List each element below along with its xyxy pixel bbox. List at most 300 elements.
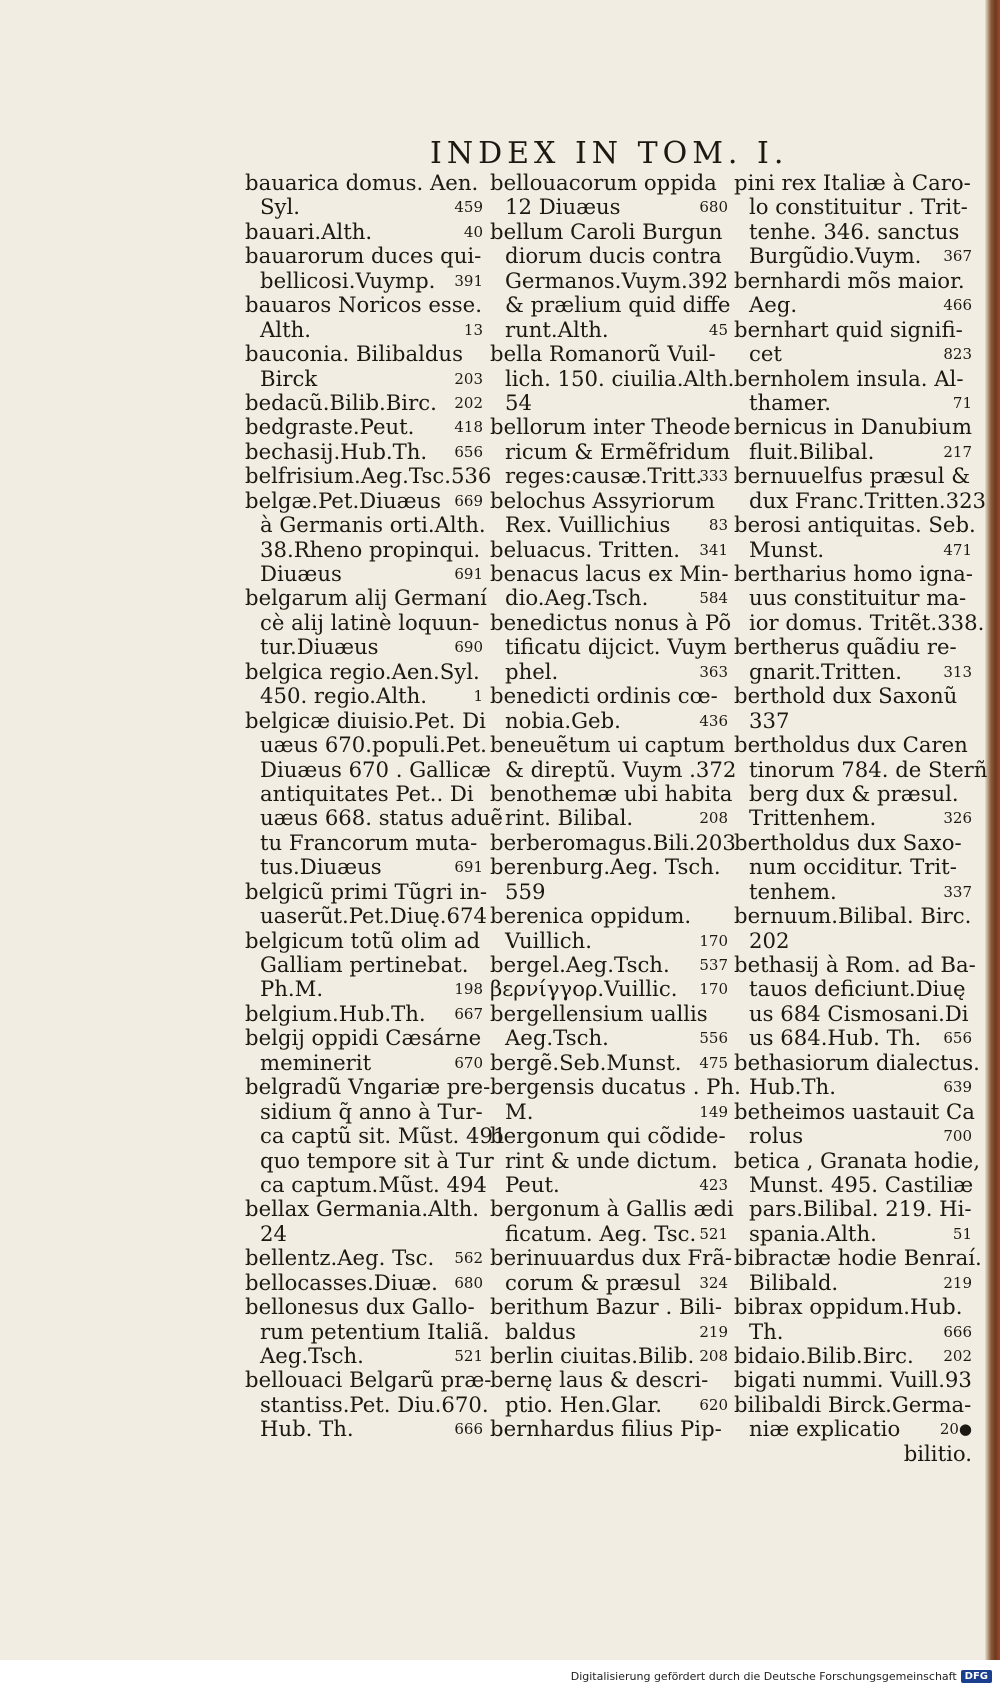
digitization-footer (571, 1667, 992, 1685)
entry-text: bibrax oppidum.Hub. (734, 1294, 963, 1320)
index-entry-line (245, 878, 488, 904)
index-entry-line (245, 805, 503, 831)
entry-text: belgæ.Pet.Diuæus (245, 487, 442, 513)
entry-text: 337 (749, 707, 790, 733)
index-entry-line (245, 489, 483, 513)
index-entry-line (490, 1271, 728, 1295)
entry-text: berithum Bazur . Bili- (490, 1294, 723, 1320)
index-entry-line (734, 831, 972, 855)
index-entry-line (245, 1074, 491, 1100)
page-number: 700 (943, 1127, 972, 1146)
entry-text: dux Franc.Tritten.323 (749, 487, 987, 513)
page-number: 666 (454, 1420, 483, 1439)
entry-text: bellax Germania.Alth. (245, 1196, 480, 1222)
dfg-logo: DFG (961, 1670, 992, 1683)
index-entry-line (734, 1417, 972, 1441)
entry-text: Th. (749, 1318, 784, 1344)
entry-text: berberomagus.Bili.203 (490, 829, 736, 855)
index-entry-line (734, 733, 972, 757)
index-entry-line (245, 1051, 483, 1075)
page-number: 537 (699, 956, 728, 974)
index-entry-line (245, 1147, 494, 1173)
page-number: 667 (454, 1004, 483, 1023)
page-number: 1 (473, 687, 483, 706)
page-number: 208 (699, 1347, 728, 1365)
entry-text: benothemæ ubi habita (490, 780, 733, 806)
page-number: 656 (454, 442, 483, 461)
entry-text: bernhardus filius Pip- (490, 1416, 722, 1442)
entry-text: Aeg.Tsch. (260, 1343, 364, 1368)
entry-text: bernuuelfus præsul & (734, 463, 971, 489)
index-entry-line (245, 1271, 483, 1295)
page-number: 423 (699, 1175, 728, 1194)
entry-text: 559 (505, 878, 546, 904)
entry-text: belgradũ Vngariæ pre- (245, 1074, 491, 1100)
index-entry-line (734, 1124, 972, 1148)
index-entry-line (245, 538, 483, 562)
page-number: 203 (454, 369, 483, 388)
page-number: 656 (943, 1029, 972, 1048)
index-entry-line (245, 293, 483, 317)
entry-text: num occiditur. Trit- (749, 854, 957, 880)
entry-text: bedacũ.Bilib.Birc. (245, 389, 437, 415)
entry-text: bernę laus & descri- (490, 1367, 709, 1393)
entry-text: bellum Caroli Burgun (490, 218, 723, 244)
entry-text: bergẽ.Seb.Munst. (490, 1049, 682, 1075)
index-entry-line (245, 562, 483, 586)
page-number: 337 (943, 882, 972, 901)
page-number: 13 (463, 320, 483, 339)
entry-text: bibractæ hodie Benraí. (734, 1245, 982, 1271)
entry-text: bellouacorum oppida (490, 170, 717, 195)
index-entry-line (245, 903, 487, 929)
index-entry-line (490, 1393, 728, 1417)
entry-text: diorum ducis contra (505, 243, 722, 269)
entry-text: bella Romanorũ Vuil- (490, 341, 716, 367)
index-column-3 (734, 170, 988, 1466)
entry-text: Munst. 495. Castiliæ (749, 1171, 974, 1197)
index-entry-line (734, 1295, 972, 1319)
index-entry-line (245, 855, 483, 879)
entry-text: bellicosi.Vuymp. (260, 267, 436, 293)
index-entry-line (490, 829, 736, 855)
entry-text: Munst. (749, 536, 825, 562)
entry-text: bellonesus dux Gallo- (245, 1294, 475, 1320)
entry-text: cet (749, 341, 782, 367)
index-entry-line (734, 1197, 972, 1221)
index-entry-line (490, 244, 728, 268)
page-number: 436 (699, 711, 728, 730)
index-entry-line (734, 586, 972, 610)
index-entry-line (245, 585, 487, 611)
index-entry-line (734, 318, 972, 342)
index-column-2 (490, 170, 741, 1442)
index-entry-line (245, 782, 483, 806)
page-number: 20● (939, 1420, 972, 1439)
entry-text: Germanos.Vuym.392 (505, 267, 729, 293)
index-entry-line (734, 1173, 972, 1197)
index-entry-line (490, 489, 728, 513)
index-entry-line (490, 1245, 733, 1271)
entry-text: Diuæus (260, 561, 342, 586)
entry-text: rum petentium Italiã. (260, 1318, 490, 1344)
entry-text: belgicũ primi Tũgri in- (245, 878, 488, 904)
index-entry-line (490, 1051, 728, 1075)
page-number: 333 (699, 467, 728, 486)
entry-text: 54 (505, 389, 532, 415)
index-entry-line (734, 269, 972, 293)
index-entry-line (490, 464, 728, 488)
page-number: 521 (699, 1224, 728, 1243)
index-entry-line (490, 1295, 728, 1319)
page-number: 202 (454, 393, 483, 412)
entry-text: ricum & Ermẽfridum (505, 438, 731, 464)
entry-text: tificatu dijcict. Vuym (505, 634, 727, 660)
entry-text: bernicus in Danubium (734, 414, 972, 440)
index-entry-line (734, 220, 972, 244)
index-entry-line (734, 609, 985, 635)
index-entry-line (734, 1002, 972, 1026)
entry-text: antiquitates Pet.. Di (260, 780, 474, 806)
footer-text: Digitalisierung gefördert durch die Deutsche Forschungsgemeinschaft (570, 1669, 957, 1683)
entry-text: bertholdus dux Caren (734, 732, 968, 758)
entry-text: Ph.M. (260, 976, 324, 1002)
index-entry-line (245, 342, 483, 366)
entry-text: Peut. (505, 1171, 560, 1197)
index-entry-line (245, 756, 491, 782)
entry-text: belgij oppidi Cæsárne (245, 1025, 482, 1051)
index-entry-line (245, 195, 483, 219)
entry-text: phel. (505, 658, 559, 684)
entry-text: benacus lacus ex Min- (490, 561, 729, 586)
index-entry-line (245, 1246, 483, 1270)
index-entry-line (734, 1245, 982, 1271)
entry-text: belgicæ diuisio.Pet. Di (245, 707, 486, 733)
entry-text: bertholdus dux Saxo- (734, 829, 962, 855)
entry-text: tinorum 784. de Sterñ (749, 756, 988, 782)
entry-text: bauarorum duces qui- (245, 243, 482, 269)
entry-text: 202 (749, 927, 790, 953)
index-entry-line (734, 709, 972, 733)
entry-text: spania.Alth. (749, 1220, 877, 1246)
index-entry-line (734, 904, 972, 928)
entry-text: Diuæus 670 . Gallicæ (260, 756, 491, 782)
index-entry-line (490, 1344, 728, 1368)
entry-text: gnarit.Tritten. (749, 658, 902, 684)
page-number: 669 (454, 491, 483, 510)
index-entry-line (734, 1442, 972, 1466)
entry-text: berlin ciuitas.Bilib. (490, 1343, 695, 1368)
index-entry-line (490, 684, 728, 708)
entry-text: bergellensium uallis (490, 1000, 708, 1026)
entry-text: belfrisium.Aeg.Tsc.536 (245, 463, 492, 489)
entry-text: rolus (749, 1123, 804, 1149)
index-entry-line (245, 660, 483, 684)
index-entry-line (245, 244, 483, 268)
page-number: 680 (699, 198, 728, 217)
index-entry-line (734, 1049, 980, 1075)
page-number: 691 (454, 565, 483, 583)
entry-text: bergonum à Gallis ædi (490, 1196, 734, 1222)
entry-text: Rex. Vuillichius (505, 512, 671, 538)
index-entry-line (490, 365, 735, 391)
entry-text: tenhem. (749, 878, 837, 904)
index-entry-line (490, 1222, 728, 1246)
entry-text: bidaio.Bilib.Birc. (734, 1343, 914, 1368)
page-number: 83 (708, 516, 728, 535)
entry-text: bellorum inter Theode (490, 414, 731, 440)
page-number: 466 (943, 296, 972, 315)
index-entry-line (245, 367, 483, 391)
index-entry-line (490, 756, 737, 782)
page-number: 391 (454, 271, 483, 290)
index-entry-line (734, 806, 972, 830)
index-entry-line (734, 1147, 980, 1173)
index-entry-line (490, 1320, 728, 1344)
index-entry-line (490, 635, 728, 659)
entry-text: belochus Assyriorum (490, 487, 715, 513)
index-entry-line (734, 880, 972, 904)
index-entry-line (490, 1074, 741, 1100)
page-number: 691 (454, 858, 483, 877)
entry-text: tenhe. 346. sanctus (749, 218, 960, 244)
index-entry-line (490, 660, 728, 684)
entry-text: bigati nummi. Vuill.93 (734, 1367, 972, 1393)
entry-text: pars.Bilibal. 219. Hi- (749, 1196, 972, 1222)
entry-text: corum & præsul (505, 1269, 681, 1295)
index-entry-line (490, 1173, 728, 1197)
index-entry-line (245, 929, 483, 953)
page-number: 170 (699, 931, 728, 950)
page-number: 326 (943, 809, 972, 828)
entry-text: bernhart quid signifi- (734, 316, 963, 342)
index-entry-line (734, 1368, 972, 1392)
index-column-1 (245, 170, 507, 1442)
index-entry-line (245, 1100, 483, 1124)
entry-text: betica , Granata hodie, (734, 1147, 980, 1173)
entry-text: bauconia. Bilibaldus (245, 341, 463, 367)
entry-text: bertherus quãdiu re- (734, 634, 957, 660)
entry-text: 24 (260, 1220, 287, 1246)
index-entry-line (245, 391, 483, 415)
index-entry-line (245, 953, 483, 977)
index-entry-line (734, 440, 972, 464)
index-entry-line (734, 512, 976, 538)
page-number: 40 (463, 222, 483, 241)
entry-text: 12 Diuæus (505, 194, 621, 220)
index-entry-line (490, 855, 728, 879)
book-edge (985, 0, 1000, 1660)
entry-text: bernholem insula. Al- (734, 365, 964, 391)
entry-text: lich. 150. ciuilia.Alth. (505, 365, 735, 391)
index-entry-line (734, 1222, 972, 1246)
entry-text: benedictus nonus à Põ (490, 609, 732, 635)
index-entry-line (490, 292, 731, 318)
page-number: 71 (952, 393, 972, 412)
index-entry-line (734, 1320, 972, 1344)
entry-text: rint. Bilibal. (505, 805, 634, 831)
index-entry-line (245, 635, 483, 659)
entry-text: belgium.Hub.Th. (245, 1000, 426, 1026)
entry-text: stantiss.Pet. Diu.670. (260, 1391, 489, 1417)
page-number: 475 (699, 1053, 728, 1072)
index-entry-line (734, 391, 972, 415)
page-number: 418 (454, 418, 483, 437)
page-number: 217 (943, 442, 972, 461)
page-number: 363 (699, 662, 728, 681)
entry-text: uæus 668. status aduẽ (260, 805, 503, 831)
page-number: 521 (454, 1347, 483, 1365)
index-entry-line (490, 880, 728, 904)
index-entry-line (490, 1124, 728, 1148)
entry-text: bellouaci Belgarũ præ- (245, 1367, 492, 1393)
entry-text: belgica regio.Aen.Syl. (245, 658, 480, 684)
index-entry-line (245, 977, 483, 1001)
entry-text: & direptũ. Vuym .372 (505, 756, 737, 782)
index-entry-line (490, 171, 728, 195)
page-number: 198 (454, 980, 483, 999)
entry-text: belgarum alij Germaní (245, 585, 487, 611)
entry-text: quo tempore sit à Tur (260, 1147, 494, 1173)
entry-text: us 684 Cismosani.Di (749, 1000, 969, 1026)
index-entry-line (734, 855, 972, 879)
index-entry-line (734, 171, 972, 195)
index-entry-line (490, 977, 728, 1001)
index-entry-line (490, 391, 728, 415)
index-entry-line (490, 1368, 728, 1392)
entry-text: tur.Diuæus (260, 634, 379, 660)
page-number: 208 (699, 809, 728, 828)
entry-text: Trittenhem. (749, 805, 877, 831)
running-header: INDEX IN TOM. I. (430, 136, 789, 171)
index-entry-line (490, 1149, 728, 1173)
index-entry-line (490, 538, 728, 562)
index-entry-line (245, 732, 487, 758)
page-number: 620 (699, 1395, 728, 1414)
index-entry-line (734, 244, 972, 268)
entry-text: Syl. (260, 194, 300, 220)
index-entry-line (490, 1026, 728, 1050)
entry-text: bergonum qui cõdide- (490, 1123, 726, 1149)
entry-text: fluit.Bilibal. (749, 438, 875, 464)
entry-text: berenica oppidum. (490, 903, 692, 929)
entry-text: lo constituitur . Trit- (749, 194, 968, 220)
index-entry-line (490, 586, 728, 610)
index-entry-line (734, 195, 972, 219)
entry-text: rint & unde dictum. (505, 1147, 718, 1173)
index-entry-line (490, 269, 728, 293)
entry-text: berosi antiquitas. Seb. (734, 512, 976, 538)
entry-text: M. (505, 1098, 534, 1124)
index-entry-line (490, 733, 728, 757)
index-entry-line (734, 562, 972, 586)
index-entry-line (245, 1391, 489, 1417)
page-number: 313 (943, 662, 972, 681)
index-entry-line (734, 415, 972, 439)
index-entry-line (245, 684, 483, 708)
page-number: 51 (952, 1224, 972, 1243)
index-entry-line (245, 1026, 483, 1050)
page-number: 459 (454, 198, 483, 217)
index-entry-line (734, 342, 972, 366)
index-entry-line (490, 414, 731, 440)
index-entry-line (490, 780, 733, 806)
page-number: 680 (454, 1273, 483, 1292)
index-entry-line (245, 1295, 483, 1319)
index-entry-line (490, 1417, 728, 1441)
entry-text: 38.Rheno propinqui. (260, 536, 481, 562)
index-entry-line (245, 220, 483, 244)
index-entry-line (734, 1026, 972, 1050)
entry-text: beluacus. Tritten. (490, 536, 680, 562)
index-entry-line (245, 269, 483, 293)
entry-text: bellocasses.Diuæ. (245, 1269, 438, 1295)
entry-text: bethasij à Rom. ad Ba- (734, 952, 976, 977)
index-entry-line (245, 415, 483, 439)
page-number: 341 (699, 540, 728, 559)
entry-text: berg dux & præsul. (749, 780, 959, 806)
index-entry-line (490, 609, 732, 635)
entry-text: bechasij.Hub.Th. (245, 438, 428, 464)
entry-text: betheimos uastauit Ca (734, 1098, 975, 1124)
entry-text: bauarica domus. Aen. (245, 170, 479, 195)
entry-text: bernhardi mõs maior. (734, 267, 965, 293)
page-number: 45 (708, 320, 728, 339)
entry-text: 450. regio.Alth. (260, 683, 428, 709)
page-number: 670 (454, 1053, 483, 1072)
index-entry-line (490, 953, 728, 977)
index-entry-line (245, 1171, 487, 1197)
entry-text: bauaros Noricos esse. (245, 292, 482, 318)
entry-text: Vuillich. (505, 927, 592, 953)
page-number: 219 (943, 1273, 972, 1292)
page-number: 324 (699, 1273, 728, 1292)
entry-text: Aeg. (749, 292, 798, 318)
entry-text: bergensis ducatus . Ph. (490, 1074, 741, 1100)
entry-text: belgicum totũ olim ad (245, 927, 481, 953)
index-entry-line (245, 171, 483, 195)
entry-text: us 684.Hub. Th. (749, 1025, 922, 1051)
index-entry-line (245, 831, 483, 855)
index-entry-line (490, 342, 728, 366)
index-entry-line (490, 513, 728, 537)
entry-text: tauos deficiunt.Diuę (749, 976, 966, 1002)
index-entry-line (734, 1344, 972, 1368)
index-entry-line (734, 487, 987, 513)
index-entry-line (490, 1196, 734, 1222)
entry-text: niæ explicatio (749, 1416, 901, 1442)
index-entry-line (734, 952, 976, 977)
entry-text: Bilibald. (749, 1269, 839, 1295)
index-entry-line (734, 293, 972, 317)
index-entry-line (245, 440, 483, 464)
index-entry-line (734, 756, 988, 782)
entry-text: meminerit (260, 1049, 372, 1075)
entry-text: uaserũt.Pet.Diuę.674 (260, 903, 487, 929)
index-entry-line (490, 929, 728, 953)
index-entry-line (734, 977, 972, 1001)
index-entry-line (490, 806, 728, 830)
entry-text: uus constituitur ma- (749, 585, 967, 611)
entry-text: ca captũ sit. Mũst. 491 (260, 1123, 507, 1149)
entry-text: uæus 670.populi.Pet. (260, 732, 487, 758)
index-entry-line (490, 438, 731, 464)
entry-text: bauari.Alth. (245, 218, 373, 244)
entry-text: cè alij latinè loquun- (260, 609, 480, 635)
entry-text: Birck (260, 365, 318, 391)
index-entry-line (245, 1344, 483, 1368)
index-entry-line (490, 220, 728, 244)
